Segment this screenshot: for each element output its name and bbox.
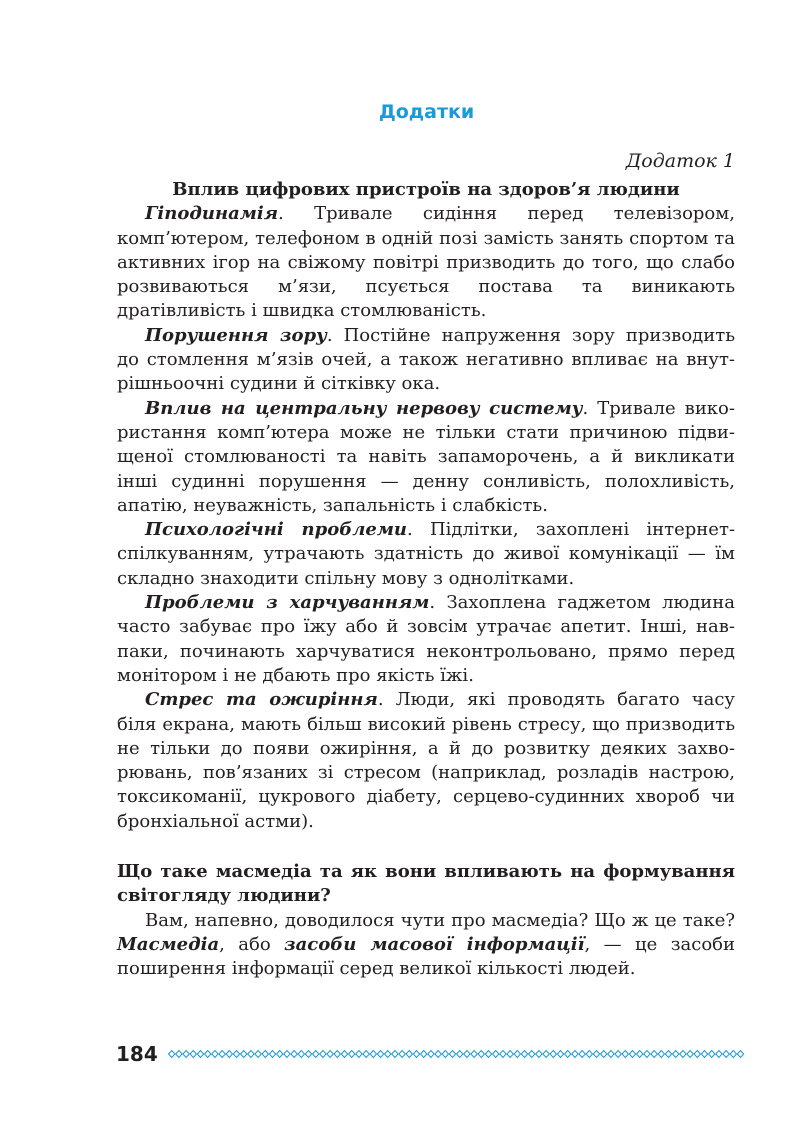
diamond-shape <box>255 1051 261 1058</box>
diamond-shape <box>334 1051 340 1058</box>
diamond-shape <box>291 1051 297 1058</box>
diamond-shape <box>730 1051 736 1058</box>
diamond-shape <box>204 1051 210 1058</box>
term-psychological: Психологічні проблеми <box>145 519 408 541</box>
paragraph-stress <box>117 688 735 834</box>
diamond-shape <box>168 1051 174 1058</box>
diamond-shape <box>435 1051 441 1058</box>
diamond-shape <box>687 1051 693 1058</box>
term-mass-media: Масмедіа <box>117 933 220 955</box>
diamond-shape <box>305 1051 311 1058</box>
media-question-heading: Що таке масмедіа та як вони впливають на формування світогляду людини? <box>117 861 735 907</box>
article-content <box>117 178 735 982</box>
term-stress: Стрес та ожиріння <box>145 689 378 711</box>
diamond-shape <box>442 1051 448 1058</box>
diamond-shape <box>672 1051 678 1058</box>
diamond-shape <box>701 1051 707 1058</box>
diamond-shape <box>456 1051 462 1058</box>
diamond-shape <box>507 1051 513 1058</box>
diamond-shape <box>226 1051 232 1058</box>
diamond-shape <box>715 1051 721 1058</box>
diamond-shape <box>420 1051 426 1058</box>
diamond-shape <box>384 1051 390 1058</box>
diamond-shape <box>658 1051 664 1058</box>
diamond-shape <box>651 1051 657 1058</box>
diamond-shape <box>593 1051 599 1058</box>
article-title: Вплив цифрових пристроїв на здоров’я людини <box>172 179 680 200</box>
diamond-shape <box>607 1051 613 1058</box>
paragraph-text: . Підлітки, захоплені інтернет-спілкуванням, утрачають здатність до живої комунікації — їм складно знаходити спільну мову з однолітками. <box>117 519 735 589</box>
appendix-label: Додаток 1 <box>625 150 735 172</box>
diamond-shape <box>694 1051 700 1058</box>
diamond-shape <box>665 1051 671 1058</box>
diamond-shape <box>643 1051 649 1058</box>
diamond-shape <box>262 1051 268 1058</box>
diamond-shape <box>600 1051 606 1058</box>
diamond-shape <box>197 1051 203 1058</box>
paragraph-text: . Постійне напруження зору призводить до стомлення м’язів очей, а також негативно впливає на внутрішньоочні судини й сітківку ока. <box>117 324 735 395</box>
page-footer <box>116 1042 748 1066</box>
diamond-shape <box>348 1051 354 1058</box>
diamond-shape <box>629 1051 635 1058</box>
diamond-shape <box>276 1051 282 1058</box>
diamond-shape <box>471 1051 477 1058</box>
diamond-shape <box>579 1051 585 1058</box>
diamond-shape <box>319 1051 325 1058</box>
diamond-shape <box>535 1051 541 1058</box>
term-nervous-system: Вплив на центральну нервову систему <box>145 397 583 419</box>
diamond-shape <box>564 1051 570 1058</box>
diamond-shape <box>341 1051 347 1058</box>
diamond-shape <box>708 1051 714 1058</box>
paragraph-psychological <box>117 518 735 591</box>
diamond-shape <box>240 1051 246 1058</box>
diamond-shape <box>413 1051 419 1058</box>
diamond-shape <box>247 1051 253 1058</box>
diamond-shape <box>615 1051 621 1058</box>
diamond-shape <box>327 1051 333 1058</box>
diamond-shape <box>636 1051 642 1058</box>
diamond-shape <box>571 1051 577 1058</box>
diamond-shape <box>427 1051 433 1058</box>
page-number: 184 <box>116 1042 158 1066</box>
diamond-shape <box>723 1051 729 1058</box>
diamond-shape <box>377 1051 383 1058</box>
paragraph-nutrition <box>117 591 735 688</box>
diamond-shape <box>298 1051 304 1058</box>
diamond-shape <box>219 1051 225 1058</box>
paragraph-text: . Люди, які проводять багато часу біля екрана, мають більш високий рівень стресу, що призводить не тільки до появи ожиріння, а й до розвитку деяких захворювань, пов’язаних зі стресом (наприклад, розладів настрою, токсикоманії, цукрового діабету, серцево-судинних хвороб чи бронхіальної астми). <box>117 689 736 832</box>
diamond-ornament-line <box>168 1049 748 1059</box>
diamond-shape <box>406 1051 412 1058</box>
diamond-shape <box>312 1051 318 1058</box>
section-title: Додатки <box>378 101 475 123</box>
media-middle: , або <box>219 933 285 955</box>
diamond-shape <box>399 1051 405 1058</box>
diamond-shape <box>211 1051 217 1058</box>
term-vision: Порушення зору <box>145 324 327 346</box>
diamond-shape <box>233 1051 239 1058</box>
paragraph-text: . Захоплена гаджетом людина часто забуває про їжу або й зовсім утрачає апетит. Інші, навпаки, починають харчуватися неконтрольовано, прямо перед монітором і не дбають про якість їжі. <box>117 592 735 686</box>
diamond-shape <box>175 1051 181 1058</box>
paragraph-hypodynamia <box>117 202 735 323</box>
diamond-shape <box>449 1051 455 1058</box>
diamond-shape <box>679 1051 685 1058</box>
diamond-shape <box>528 1051 534 1058</box>
diamond-shape <box>492 1051 498 1058</box>
diamond-shape <box>391 1051 397 1058</box>
term-mass-information: засоби масової інформації <box>284 933 585 955</box>
paragraph-media <box>117 909 735 982</box>
paragraph-vision <box>117 324 735 397</box>
paragraph-text: . Тривале використання комп’ютера може не тільки стати причиною підвищеної стомлюваності та навіть запаморочень, а й викликати інші судинні порушення — денну сонливість, полохливість, апатію, неуважність, запальність і слабкість. <box>117 397 735 516</box>
diamond-shape <box>557 1051 563 1058</box>
term-hypodynamia: Гіподинамія <box>145 203 279 225</box>
diamond-shape <box>363 1051 369 1058</box>
diamond-shape <box>622 1051 628 1058</box>
diamond-shape <box>737 1051 743 1058</box>
diamond-shape <box>514 1051 520 1058</box>
diamond-shape <box>521 1051 527 1058</box>
diamond-shape <box>463 1051 469 1058</box>
diamond-shape <box>190 1051 196 1058</box>
media-intro: Вам, напевно, доводилося чути про масмедіа? Що ж це таке? <box>145 909 735 931</box>
media-ending: , — це засоби поширення інформації серед великої кількості людей. <box>117 933 736 980</box>
diamond-shape <box>355 1051 361 1058</box>
diamond-shape <box>550 1051 556 1058</box>
diamond-shape <box>283 1051 289 1058</box>
diamond-shape <box>478 1051 484 1058</box>
diamond-shape <box>370 1051 376 1058</box>
diamond-shape <box>485 1051 491 1058</box>
paragraph-nervous-system <box>117 397 735 518</box>
diamond-shape <box>586 1051 592 1058</box>
term-nutrition: Проблеми з харчуванням <box>145 592 430 614</box>
diamond-shape <box>183 1051 189 1058</box>
paragraph-text: . Тривале сидіння перед телевізором, комп’ютером, телефоном в одній позі замість занять спортом та активних ігор на свіжому повітрі призводить до того, що слабо розвиваються м’язи, псується постава та виникають дратівливість і швидка стомлюваність. <box>117 203 735 322</box>
diamond-shape <box>543 1051 549 1058</box>
diamond-shape <box>499 1051 505 1058</box>
diamond-shape <box>269 1051 275 1058</box>
